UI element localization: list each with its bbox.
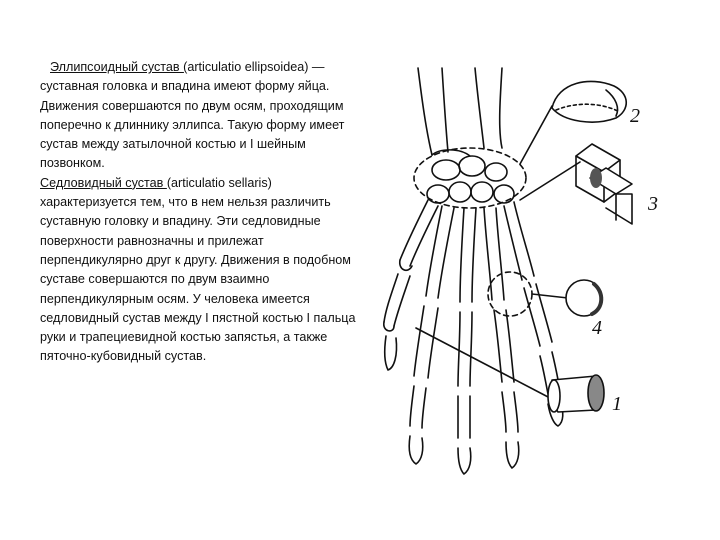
- term-saddle: Седловидный сустав: [40, 175, 167, 190]
- forearm-bones: [418, 68, 502, 156]
- text-block: [40, 58, 358, 367]
- latin-open: (: [183, 60, 188, 74]
- term-ellipsoid: Эллипсоидный сустав: [50, 60, 184, 74]
- paragraph-saddle: [40, 174, 358, 367]
- label-2: 2: [630, 105, 640, 127]
- thumb-bones: [384, 200, 438, 370]
- carpal-bones: [427, 156, 514, 203]
- middle-finger-bones: [458, 208, 476, 474]
- hand-joints-figure: [380, 60, 680, 480]
- ball-model: [566, 280, 602, 316]
- ellipsoid-model: [552, 81, 626, 122]
- paragraph-ellipsoid: [40, 58, 358, 174]
- saddle-model: [576, 144, 632, 224]
- ellipsoid-description: articulatio ellipsoidea) — суставная головка и впадина имеют форму яйца. Движения совершаются по двум осям, проходящим поперечно к длиннику эллипса. Такую форму имеет сустав между затылочной костью и I шейным позвонком.: [40, 60, 345, 171]
- pointer-lines: [416, 106, 580, 398]
- saddle-description: (articulatio sellaris) характеризуется тем, что в нем нельзя различить суставную головку и впадину. Эти седловидные поверхности равнозначны и прилежат перпендикулярно друг к другу. Движения в подобном суставе совершаются по двум взаимно перпендикулярным осям. У человека имеется седловидный сустав между I пястной костью I пальца руки и трапециевидной костью запястья, а также пяточно-кубовидный сустав.: [40, 175, 356, 364]
- label-1: 1: [612, 393, 622, 415]
- hand-skeleton-illustration: [380, 60, 680, 480]
- label-4: 4: [592, 317, 602, 339]
- cylinder-model: [548, 375, 604, 412]
- label-3: 3: [648, 193, 658, 215]
- index-finger-bones: [409, 206, 454, 464]
- wrist-joint-outline: [414, 148, 526, 208]
